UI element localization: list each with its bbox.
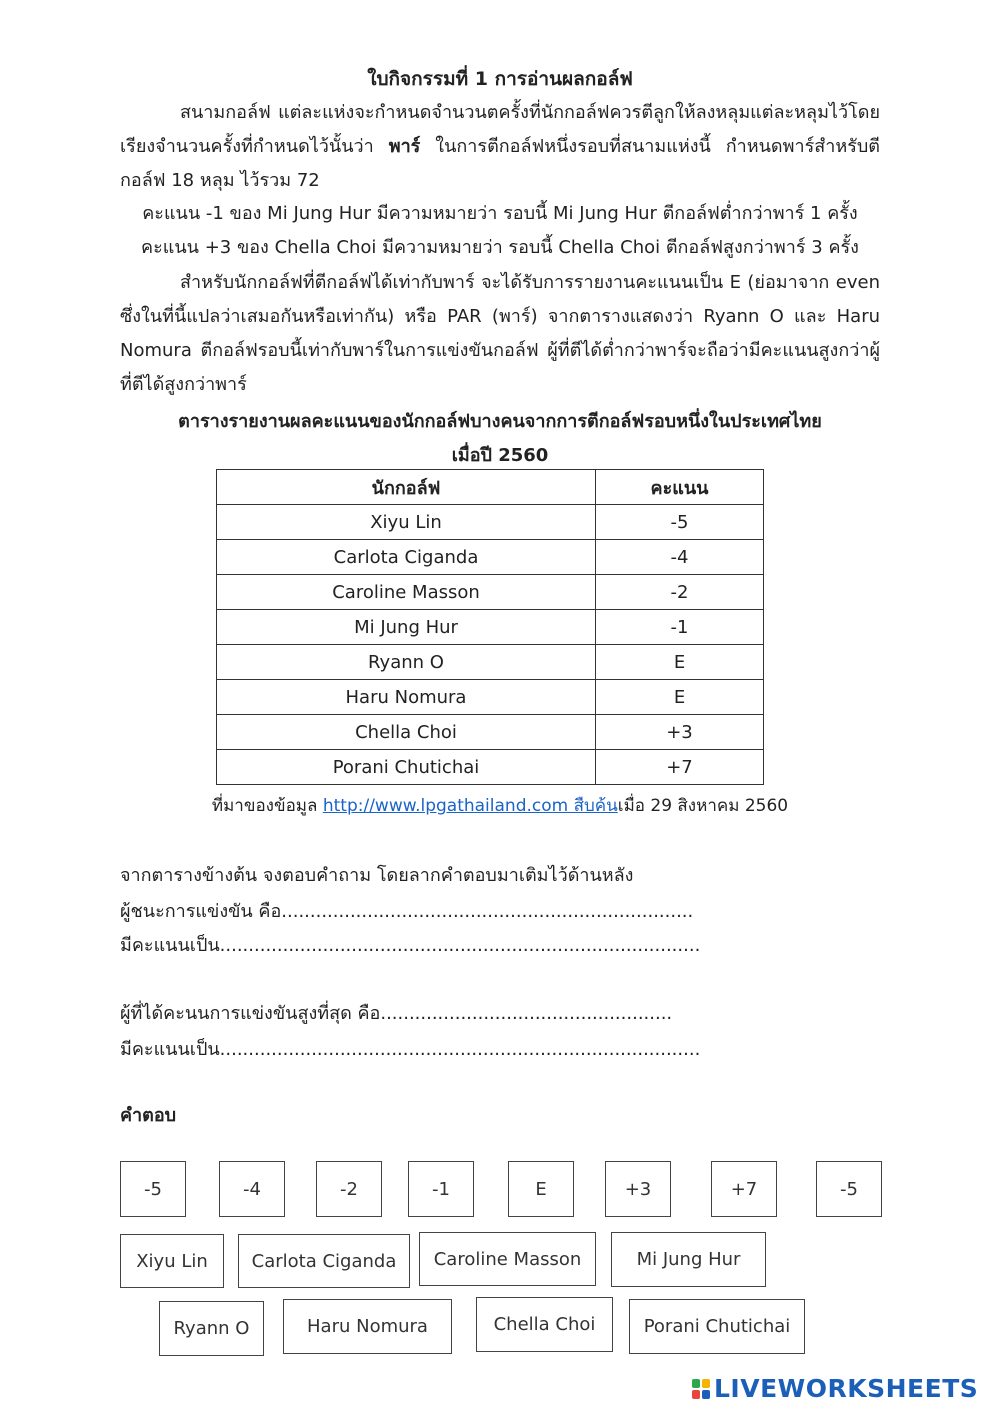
answer-card-score[interactable]: -5: [120, 1161, 186, 1217]
golfer-name: Carlota Ciganda: [217, 540, 596, 575]
answer-card-name[interactable]: Carlota Ciganda: [238, 1234, 410, 1288]
table-row: [217, 750, 764, 785]
question-winner-score[interactable]: มีคะแนนเป็น....................................................................................: [120, 935, 701, 956]
table-row: [217, 715, 764, 750]
example-minus-one: คะแนน -1 ของ Mi Jung Hur มีความหมายว่า รอบนี้ Mi Jung Hur ตีกอล์ฟต่ำกว่าพาร์ 1 ครั้ง: [142, 203, 858, 224]
table-header-row: [217, 470, 764, 505]
golfer-score: -2: [596, 575, 764, 610]
table-row: [217, 645, 764, 680]
golfer-name: Haru Nomura: [217, 680, 596, 715]
answer-card-score[interactable]: -5: [816, 1161, 882, 1217]
table-row: [217, 610, 764, 645]
answer-card-score[interactable]: E: [508, 1161, 574, 1217]
answer-card-name[interactable]: Ryann O: [159, 1301, 264, 1356]
question-highest-score[interactable]: มีคะแนนเป็น....................................................................................: [120, 1039, 701, 1060]
golfer-score: -1: [596, 610, 764, 645]
table-row: [217, 540, 764, 575]
header-score: คะแนน: [596, 470, 764, 505]
answer-card-score[interactable]: -1: [408, 1161, 474, 1217]
answer-card-name[interactable]: Chella Choi: [476, 1297, 613, 1352]
answer-card-name[interactable]: Haru Nomura: [283, 1299, 452, 1354]
golfer-name: Chella Choi: [217, 715, 596, 750]
source-prefix: ที่มาของข้อมูล: [211, 796, 318, 816]
golfer-score: E: [596, 645, 764, 680]
score-table: [216, 469, 764, 785]
par-term: พาร์: [388, 136, 421, 157]
golfer-name: Xiyu Lin: [217, 505, 596, 540]
golfer-score: +7: [596, 750, 764, 785]
golfer-name: Mi Jung Hur: [217, 610, 596, 645]
explanation-paragraph: [120, 266, 880, 402]
golfer-score: +3: [596, 715, 764, 750]
golfer-score: -5: [596, 505, 764, 540]
example-plus-three: คะแนน +3 ของ Chella Choi มีความหมายว่า รอบนี้ Chella Choi ตีกอล์ฟสูงกว่าพาร์ 3 ครั้ง: [141, 237, 859, 258]
table-caption: ตารางรายงานผลคะแนนของนักกอล์ฟบางคนจากการตีกอล์ฟรอบหนึ่งในประเทศไทย: [178, 411, 822, 432]
source-link[interactable]: http://www.lpgathailand.com สืบค้น: [322, 796, 618, 816]
answer-card-score[interactable]: -4: [219, 1161, 285, 1217]
data-source: [0, 792, 1000, 819]
golfer-name: Caroline Masson: [217, 575, 596, 610]
table-caption-year: เมื่อปี 2560: [451, 445, 549, 466]
explanation-text: สำหรับนักกอล์ฟที่ตีกอล์ฟได้เท่ากับพาร์ จะได้รับการรายงานคะแนนเป็น E (ย่อมาจาก even ซึ่งในที่นี้แปลว่าเสมอกันหรือเท่ากัน) หรือ PAR (พาร์) จากตารางแสดงว่า Ryann O และ Haru Nomura ตีกอล์ฟรอบนี้เท่ากับพาร์ในการแข่งขันกอล์ฟ ผู้ที่ตีได้ต่ำกว่าพาร์จะถือว่ามีคะแนนสูงกว่าผู้ที่ตีได้สูงกว่าพาร์: [120, 272, 880, 395]
table-row: [217, 680, 764, 715]
question-highest[interactable]: ผู้ที่ได้คะนนการแข่งขันสูงที่สุด คือ...................................................: [120, 1003, 673, 1024]
logo-mark-icon: [692, 1379, 710, 1399]
table-row: [217, 575, 764, 610]
answer-card-name[interactable]: Caroline Masson: [419, 1232, 596, 1286]
golfer-name: Ryann O: [217, 645, 596, 680]
header-golfer: นักกอล์ฟ: [217, 470, 596, 505]
answer-card-score[interactable]: +7: [711, 1161, 777, 1217]
liveworksheets-logo: [692, 1374, 978, 1403]
answers-heading: คำตอบ: [120, 1105, 177, 1126]
answer-card-name[interactable]: Porani Chutichai: [629, 1299, 805, 1354]
answer-card-score[interactable]: -2: [316, 1161, 382, 1217]
golfer-score: E: [596, 680, 764, 715]
worksheet-title: ใบกิจกรรมที่ 1 การอ่านผลกอล์ฟ: [367, 68, 633, 90]
intro-part1: สนามกอล์ฟ แต่ละแห่งจะกำหนดจำนวนตครั้งที่นักกอล์ฟควรตีลูกให้ลงหลุมแต่ละหลุมไว้โดยเรียงจำนวนครั้งที่กำหนดไว้นั้นว่า: [120, 102, 880, 157]
table-row: [217, 505, 764, 540]
intro-part2: ในการตีกอล์ฟหนึ่งรอบที่สนามแห่งนี้ กำหนดพาร์สำหรับตีกอล์ฟ 18 หลุม ไว้รวม 72: [120, 136, 880, 191]
question-winner[interactable]: ผู้ชนะการแข่งขัน คือ........................................................................: [120, 901, 694, 922]
source-suffix: เมื่อ 29 สิงหาคม 2560: [617, 796, 789, 816]
intro-paragraph: [120, 96, 880, 198]
answer-card-name[interactable]: Mi Jung Hur: [611, 1232, 766, 1287]
question-instruction: จากตารางข้างต้น จงตอบคำถาม โดยลากคำตอบมาเติมไว้ด้านหลัง: [120, 865, 634, 886]
answer-card-name[interactable]: Xiyu Lin: [120, 1234, 224, 1288]
golfer-score: -4: [596, 540, 764, 575]
logo-text: LIVEWORKSHEETS: [714, 1374, 979, 1403]
golfer-name: Porani Chutichai: [217, 750, 596, 785]
answer-card-score[interactable]: +3: [605, 1161, 671, 1217]
